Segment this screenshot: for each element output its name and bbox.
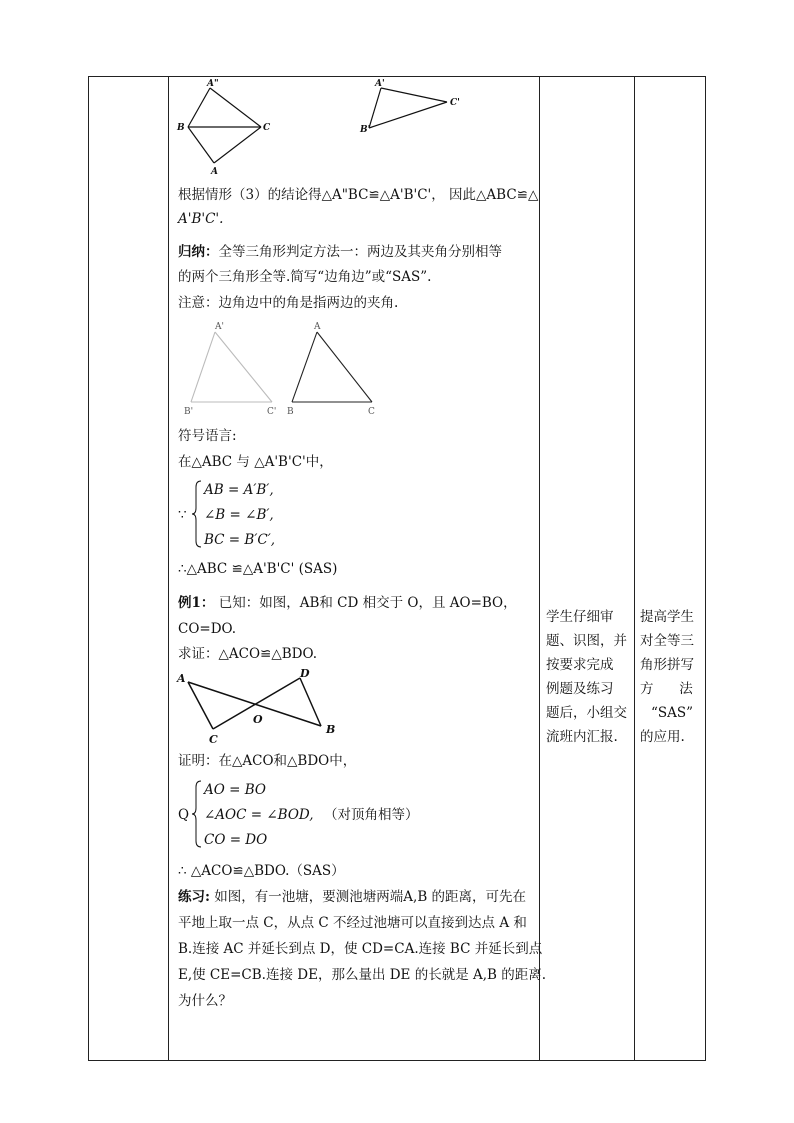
purpose-line: “SAS” [650, 705, 694, 721]
because-symbol: ∵ [178, 507, 187, 523]
exercise-line: B.连接 AC 并延长到点 D，使 CD=CA.连接 BC 并延长到点 [178, 941, 543, 957]
vertex-label: A [211, 167, 218, 177]
condition-line: AB = A′B′, [204, 482, 274, 498]
figure-triangles-1 [174, 77, 542, 177]
vertex-label: B [287, 407, 294, 417]
vertex-label: C' [267, 407, 277, 417]
symbolic-conclusion: ∴△ABC ≌△A'B'C' (SAS) [178, 561, 338, 577]
example-line: CO=DO. [178, 621, 237, 637]
vertex-label: A" [207, 79, 219, 89]
paragraph-line: 根据情形（3）的结论得△A"BC≌△A'B'C'， 因此△ABC≌△ [178, 187, 539, 203]
purpose-line: 提高学生 [640, 609, 694, 625]
vertex-label: B [177, 123, 185, 133]
vertex-label: A' [375, 79, 385, 89]
summary-line [178, 242, 502, 262]
exercise-text: 如图，有一池塘，要测池塘两端A,B 的距离，可先在 [209, 889, 527, 905]
student-activity-line: 学生仔细审 [546, 609, 614, 625]
condition-line: ∠B = ∠B′, [204, 507, 274, 523]
exercise-line: E,使 CE=CB.连接 DE，那么量出 DE 的长就是 A,B 的距离. [178, 967, 547, 983]
figure-triangles-2 [174, 320, 542, 420]
purpose-line: 对全等三 [640, 633, 694, 649]
student-activity-line: 按要求完成 [546, 657, 614, 673]
example-prove: 求证：△ACO≌△BDO. [178, 646, 318, 662]
paragraph-line: A'B'C'. [178, 211, 224, 227]
note-line: 注意：边角边中的角是指两边的夹角. [178, 295, 399, 311]
summary-line: 的两个三角形全等.简写“边角边”或“SAS”. [178, 269, 432, 285]
condition-line: CO = DO [204, 832, 268, 848]
vertex-label: D [300, 669, 310, 680]
vertex-label: A [314, 322, 321, 332]
figure-example [174, 669, 542, 747]
example-label: 例1： [178, 595, 215, 611]
exercise-line: 为什么？ [178, 993, 232, 1009]
student-activity-line: 题、识图，并 [546, 633, 627, 649]
vertex-label: B' [184, 407, 194, 417]
brace [191, 479, 205, 549]
brace [191, 779, 205, 849]
condition-line: ∠AOC = ∠BOD, [204, 807, 314, 823]
symbolic-title: 符号语言: [178, 428, 237, 444]
student-activity-cell [546, 605, 634, 749]
purpose-line: 的应用. [640, 729, 685, 745]
proof-intro: 证明：在△ACO和△BDO中， [178, 753, 357, 769]
exercise-label: 练习: [178, 889, 210, 905]
purpose-line: 角形拼写 [640, 657, 694, 673]
vertex-label: C [209, 733, 218, 746]
vertex-label: C' [450, 98, 460, 108]
column-divider [539, 77, 540, 1060]
exercise-line: 平地上取一点 C，从点 C 不经过池塘可以直接到达点 A 和 [178, 915, 527, 931]
summary-label: 归纳： [178, 244, 219, 260]
condition-line: BC = B′C′, [204, 532, 276, 548]
vertex-label: B [326, 723, 336, 736]
column-divider [168, 77, 169, 1060]
purpose-line: 方 法 [640, 681, 693, 697]
q-symbol: Q [178, 807, 190, 823]
vertex-label: C [368, 407, 375, 417]
proof-conclusion: ∴ △ACO≌△BDO.（SAS） [178, 863, 345, 879]
example-line [178, 593, 517, 613]
design-purpose-cell [640, 605, 704, 749]
reason-text: （对顶角相等） [324, 807, 419, 823]
example-text: 已知：如图，AB和 CD 相交于 O，且 AO=BO， [214, 595, 517, 611]
student-activity-line: 例题及练习 [546, 681, 614, 697]
symbolic-intro: 在△ABC 与 △A'B'C'中， [178, 454, 333, 470]
condition-line: AO = BO [204, 782, 266, 798]
exercise-line [178, 887, 526, 907]
vertex-label: A' [215, 322, 224, 332]
summary-text: 全等三角形判定方法一：两边及其夹角分别相等 [218, 244, 502, 260]
lesson-table [88, 76, 706, 1061]
vertex-label: A [177, 672, 186, 685]
student-activity-line: 题后，小组交 [546, 705, 627, 721]
vertex-label: C [263, 123, 271, 133]
vertex-label: O [253, 713, 263, 726]
column-divider [634, 77, 635, 1060]
student-activity-line: 流班内汇报. [546, 729, 618, 745]
vertex-label: B' [360, 125, 371, 135]
